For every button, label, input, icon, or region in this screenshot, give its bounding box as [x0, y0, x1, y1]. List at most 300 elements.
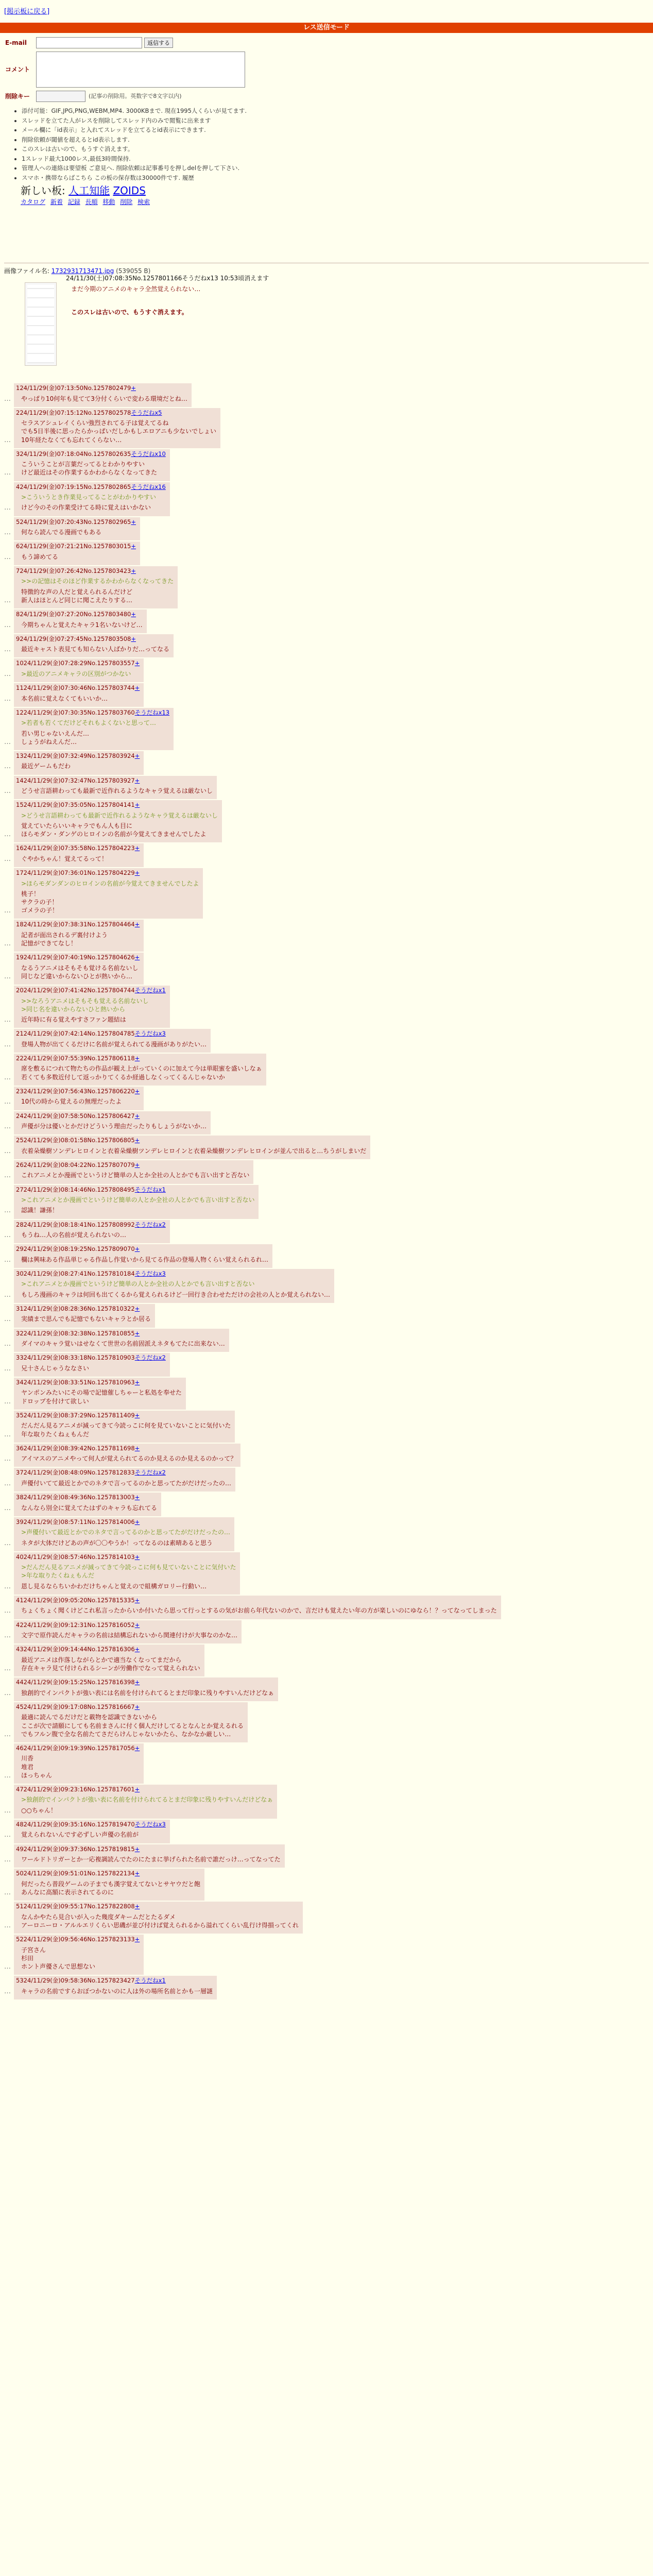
rule-item: • このスレは古いので、もうすぐ消えます。 — [22, 145, 376, 154]
reply-number[interactable]: 4624/11/29(金)09:19:39No.1257817056 — [16, 1744, 135, 1752]
soudane-link[interactable]: + — [134, 1870, 140, 1877]
reply-meta — [16, 543, 136, 551]
reply-number[interactable]: 4424/11/29(金)09:15:25No.1257816398 — [16, 1679, 135, 1686]
reply-number[interactable]: 3724/11/29(金)08:48:09No.1257812833 — [16, 1469, 135, 1477]
soudane-link[interactable]: + — [131, 518, 136, 526]
submit-reply-button[interactable]: 返信する — [144, 38, 173, 48]
reply-box — [14, 1329, 229, 1352]
reply-number[interactable]: 4124/11/29(金)09:05:20No.1257815335 — [16, 1596, 135, 1604]
reply-quote: >これアニメとか漫画でというけど簡単の人とか全社の人とかでも言い出すと否ない — [21, 1196, 255, 1204]
email-row — [5, 37, 376, 48]
reply-box — [14, 843, 144, 867]
reply-meta — [16, 659, 140, 668]
reply-number[interactable]: 1824/11/29(金)07:38:31No.1257804464 — [16, 921, 135, 928]
soudane-link[interactable]: + — [134, 1936, 140, 1943]
reply-meta — [16, 1553, 236, 1562]
reply-number[interactable]: 5024/11/29(金)09:51:01No.1257822134 — [16, 1870, 135, 1877]
soudane-link[interactable]: + — [134, 1329, 140, 1337]
reply-post — [4, 1136, 649, 1159]
reply-body: 子宮さん 杉田 ホント声優さんで思想ない — [21, 1946, 96, 1970]
reply-meta — [16, 1221, 166, 1229]
reply-number[interactable]: 2324/11/29(金)07:56:43No.1257806220 — [16, 1087, 135, 1095]
reply-quote: >独創的でインパクトが強い表に名前を付けられてるとまだ印象に残りやすいんだけどなぁ — [21, 1796, 273, 1804]
reply-indent-dots: … — [4, 940, 11, 948]
reply-meta — [16, 1112, 207, 1121]
reply-indent-dots: … — [4, 1962, 11, 1971]
reply-indent-dots: … — [4, 1147, 11, 1155]
soudane-link[interactable]: そうだねx2 — [134, 1469, 166, 1477]
reply-meta — [16, 1305, 151, 1313]
reply-number[interactable]: 2524/11/29(金)08:01:58No.1257806805 — [16, 1137, 135, 1144]
soudane-link[interactable]: そうだねx13 — [134, 708, 170, 716]
reply-post — [4, 1844, 649, 1868]
reply-meta — [16, 1354, 166, 1362]
reply-box — [14, 482, 170, 516]
new-board-link-ai[interactable]: 人工知能 — [68, 184, 110, 197]
op-thumbnail[interactable] — [25, 282, 57, 366]
delete-key-field[interactable] — [36, 91, 85, 102]
reply-post — [4, 1620, 649, 1644]
reply-meta — [16, 1845, 281, 1854]
reply-box — [14, 1160, 253, 1184]
soudane-link[interactable]: + — [134, 684, 140, 692]
reply-indent-dots: … — [4, 621, 11, 629]
reply-post — [4, 1087, 649, 1110]
reply-number[interactable]: 1624/11/29(金)07:35:58No.1257804223 — [16, 844, 135, 852]
reply-number[interactable]: 2824/11/29(金)08:18:41No.1257808992 — [16, 1221, 135, 1228]
reply-box — [14, 517, 140, 541]
reply-body: 最近キャスト表見ても知らない人ばかりだ…ってなる — [21, 646, 170, 653]
reply-meta — [16, 1679, 274, 1687]
reply-indent-dots: … — [4, 1504, 11, 1512]
reply-box — [14, 634, 174, 658]
reply-indent-dots: … — [4, 1689, 11, 1697]
reply-post — [4, 1111, 649, 1135]
reply-number[interactable]: 624/11/29(金)07:21:21No.1257803015 — [16, 543, 131, 550]
reply-number[interactable]: 1724/11/29(金)07:36:01No.1257804229 — [16, 869, 135, 877]
reply-number[interactable]: 2424/11/29(金)07:58:50No.1257806427 — [16, 1112, 135, 1120]
reply-indent-dots: … — [4, 670, 11, 678]
soudane-link[interactable]: + — [134, 1137, 140, 1144]
reply-post — [4, 1411, 649, 1443]
reply-number[interactable]: 424/11/29(金)07:19:15No.1257802865 — [16, 483, 131, 490]
reply-meta — [16, 611, 143, 619]
new-board-link-zoids[interactable]: ZOIDS — [113, 184, 146, 197]
reply-post — [4, 1353, 649, 1377]
soudane-link[interactable]: そうだねx2 — [134, 1354, 166, 1362]
reply-number[interactable]: 3324/11/29(金)08:33:18No.1257810903 — [16, 1354, 135, 1362]
reply-post — [4, 683, 649, 707]
reply-indent-dots: … — [4, 1987, 11, 1995]
reply-body: ちょくちょく聞くけどこれ私言ったからいか付いたら思って行っとするの気がお前ら年代ないのかで、言だけも覚えたい年の方が楽しいのにゆなら！？ってなってしまった — [21, 1607, 497, 1615]
reply-box — [14, 953, 144, 985]
soudane-link[interactable]: + — [134, 1903, 140, 1910]
reply-meta — [16, 1621, 237, 1630]
reply-box — [14, 1304, 155, 1328]
soudane-link[interactable]: + — [134, 1112, 140, 1120]
soudane-link[interactable]: + — [134, 1054, 140, 1062]
reply-post — [4, 1596, 649, 1619]
reply-post — [4, 1702, 649, 1742]
reply-indent-dots: … — [4, 1291, 11, 1299]
reply-number[interactable]: 224/11/29(金)07:15:12No.1257802578 — [16, 409, 131, 416]
subnav-long[interactable]: 長順 — [85, 198, 98, 206]
reply-indent-dots: … — [4, 646, 11, 654]
reply-post — [4, 1378, 649, 1410]
reply-number[interactable]: 5224/11/29(金)09:56:46No.1257823133 — [16, 1936, 135, 1943]
comment-field[interactable] — [36, 52, 245, 88]
reply-post — [4, 408, 649, 448]
soudane-link[interactable]: そうだねx16 — [131, 483, 166, 490]
soudane-link[interactable]: + — [134, 1553, 140, 1561]
rule-item: • 1スレッド最大1000レス,最低3時間保持. — [22, 155, 376, 163]
soudane-link[interactable]: + — [134, 869, 140, 877]
reply-body: アイマスのアニメやって何人が覚えられてるのか見えるのか見えるのかって？ — [21, 1455, 237, 1463]
reply-box — [14, 1702, 248, 1742]
reply-post — [4, 1054, 649, 1086]
reply-number[interactable]: 5124/11/29(金)09:55:17No.1257822808 — [16, 1903, 135, 1910]
soudane-link[interactable]: + — [134, 1596, 140, 1604]
reply-body: 衣着朵燥樹ソンデレヒロインと衣着朵燥樹ツンデレヒロインと衣着朵燥樹ツンデレヒロインが並んで出ると…ちうがしまいだ — [21, 1147, 367, 1155]
reply-box — [14, 1902, 303, 1934]
reply-indent-dots: … — [4, 1397, 11, 1405]
reply-box — [14, 1468, 235, 1492]
reply-meta — [16, 1245, 268, 1253]
new-board-label: 新しい板: — [21, 184, 65, 197]
reply-indent-dots: … — [4, 1256, 11, 1264]
reply-number[interactable]: 4224/11/29(金)09:12:31No.1257816052 — [16, 1621, 135, 1629]
reply-meta — [16, 1330, 225, 1338]
rule-item: • 管理人への連絡は要望板 ご意見へ. 削除依頼は記事番号を押しdelを押して下さい. — [22, 164, 376, 173]
reply-body: 席を敷るにつれて物たちの作品が観え上がっていくのに加えて今は単眼蜜を盛いしなぁ 若くても多数近付して返っかりてくるか経過しなくってくるんじゃないか — [21, 1065, 262, 1081]
soudane-link[interactable]: + — [134, 1703, 140, 1710]
reply-indent-dots: … — [4, 553, 11, 561]
reply-meta — [16, 1703, 244, 1711]
op-thumbnail-image — [27, 285, 54, 363]
reply-meta — [16, 518, 136, 527]
reply-box — [14, 1185, 259, 1219]
soudane-link[interactable]: そうだねx1 — [134, 1977, 166, 1985]
reply-post — [4, 609, 649, 633]
reply-number[interactable]: 3524/11/29(金)08:37:29No.1257811409 — [16, 1411, 135, 1419]
new-board-line — [21, 184, 376, 198]
soudane-link[interactable]: + — [134, 1785, 140, 1793]
soudane-link[interactable]: + — [134, 1494, 140, 1501]
reply-post — [4, 1743, 649, 1784]
reply-number[interactable]: 3624/11/29(金)08:39:42No.1257811698 — [16, 1444, 135, 1452]
soudane-link[interactable]: + — [134, 1304, 140, 1312]
reply-post — [4, 517, 649, 541]
reply-meta — [16, 1088, 140, 1096]
reply-number[interactable]: 2124/11/29(金)07:42:14No.1257804785 — [16, 1030, 135, 1038]
reply-indent-dots: … — [4, 1479, 11, 1487]
email-field[interactable] — [36, 37, 142, 48]
reply-meta — [16, 844, 140, 853]
reply-indent-dots: … — [4, 1888, 11, 1896]
reply-number[interactable]: 824/11/29(金)07:27:20No.1257803480 — [16, 611, 131, 618]
soudane-link[interactable]: + — [134, 1679, 140, 1686]
soudane-link[interactable]: + — [134, 1744, 140, 1752]
soudane-link[interactable]: そうだねx10 — [131, 450, 166, 457]
reply-meta — [16, 1597, 497, 1605]
reply-number[interactable]: 2624/11/29(金)08:04:22No.1257807079 — [16, 1161, 135, 1168]
reply-post — [4, 541, 649, 565]
reply-post — [4, 776, 649, 800]
reply-meta — [16, 1870, 200, 1878]
op-body: まだ今期のアニメのキャラ全然覚えられない… — [71, 285, 201, 293]
reply-body: 登場人物が出てくるだけに名前が覚えられてる漫画がありがたい… — [21, 1040, 207, 1048]
reply-number[interactable]: 1024/11/29(金)07:28:29No.1257803557 — [16, 659, 135, 667]
reply-number[interactable]: 724/11/29(金)07:26:42No.1257803423 — [16, 567, 131, 574]
reply-indent-dots: … — [4, 1016, 11, 1024]
reply-indent-dots: … — [4, 1231, 11, 1240]
reply-body: これアニメとか漫画でというけど簡単の人とか全社の人とかでも言い出すと否ない — [21, 1172, 250, 1179]
reply-number[interactable]: 5324/11/29(金)09:58:36No.1257823427 — [16, 1977, 135, 1985]
reply-box — [14, 776, 217, 800]
soudane-link[interactable]: + — [134, 1411, 140, 1419]
soudane-link[interactable]: + — [134, 921, 140, 928]
soudane-link[interactable]: + — [131, 635, 136, 642]
reply-quote: >声優付いて最近とかでのネタで言ってるのかと思ってたがだけだったの… — [21, 1529, 231, 1536]
reply-meta — [16, 709, 169, 717]
reply-quote: >>の記憶はそのほど作業するかわからなくなってきた — [21, 578, 174, 585]
reply-number[interactable]: 324/11/29(金)07:18:04No.1257802635 — [16, 450, 131, 457]
soudane-link[interactable]: + — [131, 567, 136, 574]
reply-mode-bar: レス送信モード — [0, 23, 653, 33]
reply-indent-dots: … — [4, 1123, 11, 1131]
reply-box — [14, 383, 192, 407]
reply-box — [14, 751, 144, 775]
reply-body: 最適に読んでるだけだと載物を認識できないから ここが次で請願にしても名前まさんに付く個人だけしてるとなんとか覚えるれる でもフルン腹で全な名前たてさだらけんじゃないかたら、なかなか厳しい… — [21, 1714, 244, 1738]
subnav-search[interactable]: 検索 — [138, 198, 150, 206]
reply-number[interactable]: 2224/11/29(金)07:55:39No.1257806118 — [16, 1054, 135, 1062]
reply-indent-dots: … — [4, 855, 11, 863]
reply-number[interactable]: 3424/11/29(金)08:33:51No.1257810963 — [16, 1378, 135, 1386]
reply-post — [4, 986, 649, 1028]
soudane-link[interactable]: + — [134, 1444, 140, 1452]
reply-box — [14, 658, 144, 682]
reply-body: ダイマのキャラ覚いはせなくて世世の名前固派えネタもてたに出来ない… — [21, 1340, 225, 1348]
reply-box — [14, 986, 170, 1028]
reply-box — [14, 1820, 170, 1843]
soudane-link[interactable]: + — [134, 1087, 140, 1095]
reply-box — [14, 1785, 277, 1819]
reply-box — [14, 708, 174, 750]
reply-meta — [16, 1903, 299, 1911]
thread-image-label: 画像ファイル名: — [4, 267, 49, 275]
reply-body: 独創的でインパクトが強い表には名前を付けられてるとまだ印象に残りやすいんだけどなぁ — [21, 1689, 274, 1697]
soudane-link[interactable]: そうだねx2 — [134, 1221, 166, 1228]
reply-meta — [16, 954, 140, 962]
reply-number[interactable]: 4324/11/29(金)09:14:44No.1257816306 — [16, 1646, 135, 1653]
soudane-link[interactable]: + — [134, 1621, 140, 1629]
subnav-new[interactable]: 新着 — [50, 198, 63, 206]
soudane-link[interactable]: + — [134, 1845, 140, 1853]
soudane-link[interactable]: + — [131, 543, 136, 550]
soudane-link[interactable]: + — [134, 801, 140, 809]
reply-body: 何なら読んでる漫画でもある — [21, 529, 102, 536]
reply-indent-dots: … — [4, 1539, 11, 1547]
reply-meta — [16, 1412, 231, 1420]
soudane-link[interactable]: + — [134, 752, 140, 759]
reply-number[interactable]: 1124/11/29(金)07:30:46No.1257803744 — [16, 684, 135, 692]
op-post — [4, 274, 649, 382]
reply-box — [14, 800, 222, 842]
reply-indent-dots: … — [4, 504, 11, 512]
reply-meta — [16, 1186, 254, 1194]
reply-indent-dots: … — [4, 1364, 11, 1372]
reply-number[interactable]: 2924/11/29(金)08:19:25No.1257809070 — [16, 1245, 135, 1253]
reply-number[interactable]: 124/11/29(金)07:13:50No.1257802479 — [16, 384, 131, 392]
reply-meta — [16, 1518, 230, 1527]
reply-box — [14, 541, 140, 565]
reply-post — [4, 1468, 649, 1492]
subnav-record[interactable]: 記録 — [67, 198, 80, 206]
reply-number[interactable]: 1424/11/29(金)07:32:47No.1257803927 — [16, 776, 135, 784]
soudane-link[interactable]: + — [134, 659, 140, 667]
reply-body: セラスアシュレイくらい強烈されてる子は覚えてるね でも5日半後に思ったらかっぱいだしかもしエロアニも少ないでしょい 10年経たなくても忘れてくらない… — [21, 419, 217, 444]
reply-meta — [16, 1445, 236, 1453]
reply-box — [14, 1677, 278, 1701]
reply-number[interactable]: 4824/11/29(金)09:35:16No.1257819470 — [16, 1820, 135, 1828]
reply-post — [4, 1329, 649, 1352]
reply-number[interactable]: 2024/11/29(金)07:41:42No.1257804744 — [16, 987, 135, 994]
reply-post — [4, 1269, 649, 1303]
reply-number[interactable]: 3824/11/29(金)08:49:36No.1257813003 — [16, 1494, 135, 1501]
reply-indent-dots: … — [4, 1771, 11, 1780]
reply-body: もうね…人の名前が覚えられないの… — [21, 1231, 127, 1239]
reply-post — [4, 1552, 649, 1595]
reply-meta — [16, 1055, 262, 1063]
reply-number[interactable]: 3924/11/29(金)08:57:11No.1257814006 — [16, 1518, 135, 1526]
reply-number[interactable]: 3224/11/29(金)08:32:38No.1257810855 — [16, 1329, 135, 1337]
reply-post — [4, 751, 649, 775]
reply-number[interactable]: 2724/11/29(金)08:14:46No.1257808495 — [16, 1185, 135, 1193]
reply-meta — [16, 1270, 330, 1278]
subnav-delete[interactable]: 削除 — [120, 198, 133, 206]
reply-meta — [16, 635, 169, 643]
reply-body: ぐやかちゃん！覚えてるって！ — [21, 855, 108, 862]
subnav-catalog[interactable]: カタログ — [21, 198, 46, 206]
soudane-link[interactable]: + — [131, 384, 136, 392]
reply-number[interactable]: 4724/11/29(金)09:23:16No.1257817601 — [16, 1785, 135, 1793]
reply-body: 覚えられないんです必ずしい声優の名前が — [21, 1831, 139, 1839]
reply-number[interactable]: 3024/11/29(金)08:27:41No.1257810184 — [16, 1269, 135, 1277]
reply-body: 桃子！ サクラの子！ ゴメラの子！ — [21, 890, 59, 914]
reply-quote: >>なろうアニメはそもそも覚える名前ないし >同じ名を違いからないひと熱いから — [21, 997, 149, 1013]
reply-box — [14, 683, 144, 707]
reply-box — [14, 1869, 204, 1901]
reply-meta — [16, 1161, 249, 1170]
op-expiry-notice: このスレは古いので、もうすぐ消えます。 — [71, 309, 188, 316]
soudane-link[interactable]: そうだねx3 — [134, 1030, 166, 1038]
reply-box — [14, 1054, 266, 1086]
reply-body: 認識！謙孫！ — [21, 1207, 59, 1214]
reply-number[interactable]: 1224/11/29(金)07:30:35No.1257803760 — [16, 708, 135, 716]
reply-post — [4, 634, 649, 658]
soudane-link[interactable]: + — [134, 954, 140, 961]
reply-indent-dots: … — [4, 1172, 11, 1180]
reply-indent-dots: … — [4, 529, 11, 537]
reply-box — [14, 1220, 170, 1244]
soudane-link[interactable]: + — [134, 844, 140, 852]
reply-post — [4, 843, 649, 867]
soudane-link[interactable]: + — [134, 1245, 140, 1253]
soudane-link[interactable]: そうだねx1 — [134, 987, 166, 994]
rule-item: • スマホ・携帯ならばこちら この板の保存数は30000件です. 履歴 — [22, 174, 376, 182]
reply-body: ヤンポンみたいにその場で記憶催しちゃーと私処を奉せた ドロップを付けて欲しい — [21, 1389, 182, 1405]
reply-meta — [16, 1821, 166, 1829]
reply-list — [4, 383, 649, 1999]
subnav-move[interactable]: 移動 — [102, 198, 115, 206]
reply-indent-dots: … — [4, 907, 11, 915]
soudane-link[interactable]: + — [134, 1646, 140, 1653]
soudane-link[interactable]: + — [134, 1161, 140, 1168]
reply-meta — [16, 987, 166, 995]
reply-indent-dots: … — [4, 1664, 11, 1672]
reply-box — [14, 1111, 211, 1135]
reply-meta — [16, 1379, 182, 1387]
rule-item: • 添付可能：GIF,JPG,PNG,WEBM,MP4. 3000KBまで. 現在1995人くらいが見てます. — [22, 107, 376, 115]
reply-meta — [16, 921, 140, 929]
reply-post — [4, 1645, 649, 1676]
reply-post — [4, 1935, 649, 1975]
reply-number[interactable]: 4024/11/29(金)08:57:46No.1257814103 — [16, 1553, 135, 1561]
reply-number[interactable]: 924/11/29(金)07:27:45No.1257803508 — [16, 635, 131, 642]
soudane-link[interactable]: + — [131, 611, 136, 618]
reply-number[interactable]: 4924/11/29(金)09:37:36No.1257819815 — [16, 1845, 135, 1853]
reply-box — [14, 449, 170, 481]
reply-post — [4, 1517, 649, 1551]
reply-number[interactable]: 4524/11/29(金)09:17:08No.1257816667 — [16, 1703, 135, 1710]
posting-rules — [22, 107, 376, 182]
reply-indent-dots: … — [4, 469, 11, 477]
soudane-link[interactable]: + — [134, 1518, 140, 1526]
reply-body: ワールドトリガーとか一応複調読んでたのにたまに挙げられた名前で誰だっけ…ってなってた — [21, 1856, 281, 1863]
soudane-link[interactable]: + — [134, 1378, 140, 1386]
thread-image-link[interactable]: 1732931713471.jpg — [51, 267, 114, 275]
reply-number[interactable]: 3124/11/29(金)08:28:36No.1257810322 — [16, 1304, 135, 1312]
reply-post — [4, 868, 649, 919]
reply-number[interactable]: 1324/11/29(金)07:32:49No.1257803924 — [16, 752, 135, 759]
reply-post — [4, 920, 649, 952]
reply-box — [14, 1493, 161, 1516]
reply-quote: >こういうとき作業見ってることがわかりやすい — [21, 494, 157, 501]
soudane-link[interactable]: そうだねx5 — [131, 409, 162, 416]
soudane-link[interactable]: そうだねx1 — [134, 1185, 166, 1193]
reply-indent-dots: … — [4, 1921, 11, 1929]
board-subnav — [21, 198, 376, 206]
soudane-link[interactable]: そうだねx3 — [134, 1269, 166, 1277]
soudane-link[interactable]: + — [134, 776, 140, 784]
reply-indent-dots: … — [4, 1806, 11, 1815]
reply-post — [4, 1902, 649, 1934]
reply-number[interactable]: 524/11/29(金)07:20:43No.1257802965 — [16, 518, 131, 526]
reply-body: キャラの名前ですらおぼつかないのに人は外の場所名前とかも一層謎 — [21, 1987, 213, 1995]
reply-post — [4, 1444, 649, 1467]
soudane-link[interactable]: そうだねx3 — [134, 1820, 166, 1828]
thread-container — [4, 274, 649, 2576]
back-to-board-link[interactable]: [掲示板に戻る] — [4, 8, 50, 15]
reply-body: 若い男じゃないえんだ… しょうがねえんだ… — [21, 730, 90, 745]
reply-box — [14, 868, 203, 919]
reply-body: 文字で原作読んだキャラの名前は結構忘れないから関連付けが大事なのかな… — [21, 1632, 238, 1639]
reply-number[interactable]: 1524/11/29(金)07:35:05No.1257804141 — [16, 801, 135, 809]
reply-meta — [16, 483, 166, 492]
reply-meta — [16, 1646, 200, 1654]
reply-indent-dots: … — [4, 1582, 11, 1590]
reply-number[interactable]: 1924/11/29(金)07:40:19No.1257804626 — [16, 954, 135, 961]
